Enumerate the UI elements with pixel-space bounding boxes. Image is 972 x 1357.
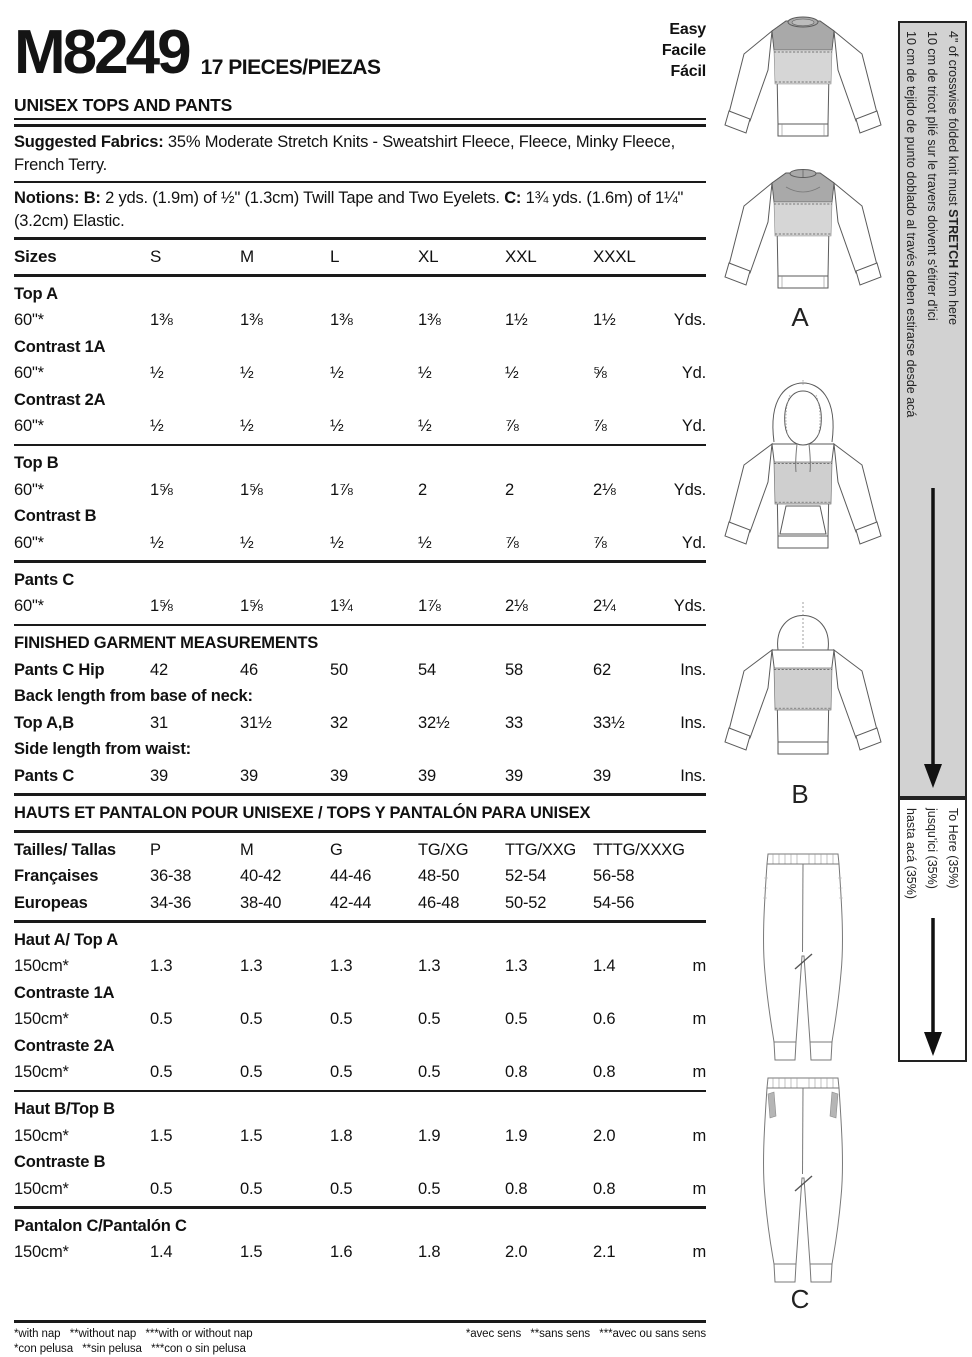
row-label: 150cm* — [14, 1010, 69, 1028]
row-value: 1.3 — [330, 957, 353, 975]
row-unit: Ins. — [680, 660, 706, 679]
row-value: TTG/XXG — [505, 840, 577, 859]
table-row — [14, 657, 706, 684]
difficulty-labels — [662, 19, 706, 90]
row-value: 38-40 — [240, 893, 282, 912]
row-label: 60"* — [14, 311, 44, 329]
row-value: 2 — [505, 480, 514, 499]
table-row — [14, 530, 706, 557]
row-value: 50 — [330, 660, 348, 679]
row-unit: Yd. — [681, 533, 706, 552]
row-value: 39 — [593, 766, 611, 785]
row-value: 48-50 — [418, 867, 460, 885]
row-value: TG/XG — [418, 840, 469, 859]
row-unit: m — [692, 1010, 706, 1028]
row-value: ½ — [240, 364, 254, 382]
table-row — [14, 863, 706, 890]
row-value: 1⅝ — [150, 597, 173, 615]
header — [14, 8, 706, 90]
row-value: 0.5 — [418, 1010, 441, 1028]
row-value: 1⅝ — [150, 480, 173, 499]
row-value: 2¼ — [593, 597, 616, 615]
row-label: 150cm* — [14, 1179, 69, 1198]
row-value: 0.5 — [505, 1010, 528, 1028]
table-group-label: Contraste 1A — [14, 983, 115, 1002]
row-unit: m — [692, 957, 706, 975]
row-value: 40-42 — [240, 867, 282, 885]
notions-c-label: C: — [499, 189, 522, 207]
garment-illustrations — [710, 0, 896, 1320]
row-value: 39 — [418, 766, 436, 785]
row-value: 1.5 — [240, 1126, 263, 1145]
divider — [14, 830, 706, 833]
imperial-yardage-table — [14, 281, 706, 796]
table-section-heading: Side length from waist: — [14, 740, 191, 758]
row-value: 54 — [418, 660, 436, 679]
row-value: ½ — [330, 417, 344, 435]
row-value: ⅞ — [593, 533, 607, 552]
row-label: Françaises — [14, 867, 99, 885]
row-value: 1⅜ — [150, 311, 173, 329]
table-group-label: Pants C — [14, 570, 75, 589]
divider — [14, 237, 706, 240]
table-row — [14, 1059, 706, 1086]
row-label: 150cm* — [14, 957, 69, 975]
row-value: 1.4 — [150, 1243, 173, 1261]
row-value: 34-36 — [150, 893, 192, 912]
row-value: 36-38 — [150, 867, 192, 885]
table-row — [14, 890, 706, 917]
divider — [14, 444, 706, 447]
row-value: G — [330, 840, 343, 859]
row-label: 60"* — [14, 417, 44, 435]
divider — [14, 560, 706, 563]
row-value: 0.5 — [330, 1179, 353, 1198]
row-unit — [671, 863, 706, 890]
row-value: 39 — [150, 766, 168, 785]
table-row — [14, 1176, 706, 1203]
row-label: 60"* — [14, 480, 44, 499]
garment-b-back-illustration — [714, 592, 892, 782]
stretch-gauge-text — [900, 23, 964, 417]
garment-a-front-illustration — [718, 10, 888, 155]
pattern-number: M8249 — [14, 18, 189, 87]
footnotes — [14, 1327, 706, 1357]
row-unit: Yds. — [673, 480, 706, 499]
to-here-es: hasta acá (35%) — [904, 808, 918, 900]
stretch-arrow-down-icon — [922, 488, 944, 788]
row-value: 1.8 — [418, 1243, 441, 1261]
row-value: ⅞ — [593, 417, 607, 435]
divider — [14, 124, 706, 127]
table-group-label: Contrast 2A — [14, 390, 106, 409]
row-value: 1⅜ — [418, 311, 441, 329]
row-value: 1.3 — [418, 957, 441, 975]
row-value: 0.5 — [240, 1063, 263, 1081]
row-label: Pants C — [14, 766, 75, 785]
row-value: ½ — [150, 417, 164, 435]
row-value: 1.5 — [150, 1126, 173, 1145]
row-value: 0.5 — [418, 1179, 441, 1198]
row-value: ½ — [330, 533, 344, 552]
table-row — [14, 1123, 706, 1150]
divider — [14, 1206, 706, 1209]
to-here-arrow-down-icon — [922, 918, 944, 1056]
row-unit: Yds. — [673, 311, 706, 329]
difficulty-fr: Facile — [661, 42, 706, 59]
row-value: 31½ — [240, 713, 272, 732]
table-group-label: Contrast B — [14, 507, 97, 525]
footnote-en: *with nap **without nap ***with or without nap — [14, 1327, 253, 1340]
size-col: L — [330, 246, 340, 266]
difficulty-es: Fácil — [670, 63, 706, 80]
notions-b-label: B: — [79, 189, 101, 207]
size-col: M — [240, 246, 254, 266]
garment-c-back-illustration — [728, 1072, 878, 1284]
row-value: 1.9 — [505, 1126, 528, 1145]
row-value: 0.5 — [330, 1063, 353, 1081]
row-value: ½ — [418, 417, 432, 435]
row-label: Pants C Hip — [14, 660, 105, 679]
row-value: 1½ — [505, 311, 528, 329]
row-label: Europeas — [14, 893, 88, 912]
row-value: ½ — [418, 364, 432, 382]
row-unit — [671, 837, 706, 864]
row-value: 1⅝ — [240, 480, 263, 499]
stretch-line3: 10 cm de tejido de punto doblado al través deben estirarse desde acá — [904, 31, 918, 418]
row-value: 1.3 — [150, 957, 173, 975]
main-content — [14, 8, 706, 1357]
row-unit: m — [692, 1243, 706, 1261]
row-value: 1⅝ — [240, 597, 263, 615]
row-value: 32½ — [418, 713, 450, 732]
row-value: 44-46 — [330, 867, 372, 885]
to-here-en: To Here (35%) — [946, 808, 960, 889]
footnote-line-1 — [14, 1327, 706, 1342]
row-value: P — [150, 840, 161, 859]
row-value: M — [240, 840, 254, 859]
row-unit: m — [692, 1126, 706, 1145]
size-col: XXL — [505, 246, 537, 266]
view-a-label: A — [791, 302, 809, 332]
row-value: 58 — [505, 660, 523, 679]
garment-a-back-illustration — [718, 162, 888, 307]
row-value: 39 — [240, 766, 258, 785]
row-value: 1.6 — [330, 1243, 353, 1261]
row-value: 0.5 — [150, 1010, 173, 1028]
row-value: 39 — [330, 766, 348, 785]
table-row — [14, 477, 706, 504]
row-value: 62 — [593, 660, 611, 679]
row-label: Top A,B — [14, 713, 74, 732]
divider — [14, 274, 706, 277]
row-label: 60"* — [14, 533, 44, 552]
table-row — [14, 307, 706, 334]
row-value: 0.8 — [593, 1179, 616, 1198]
table-group-label: Haut B/Top B — [14, 1100, 115, 1118]
table-row — [14, 1006, 706, 1033]
footnote-fr: *avec sens **sans sens ***avec ou sans sens — [465, 1327, 706, 1340]
table-section-heading: Back length from base of neck: — [14, 687, 253, 705]
row-label: 60"* — [14, 597, 44, 615]
to-here-fr: jusqu'ici (35%) — [925, 808, 939, 889]
pieces-count: 17 PIECES/PIEZAS — [200, 56, 381, 79]
row-unit: Ins. — [680, 713, 706, 732]
row-value: 33 — [505, 713, 523, 732]
row-unit: m — [692, 1179, 706, 1198]
row-value: ½ — [150, 533, 164, 552]
stretch-gauge-bottom — [898, 798, 967, 1062]
divider — [14, 920, 706, 923]
difficulty-en: Easy — [669, 21, 706, 38]
row-label: Tailles/ Tallas — [14, 840, 116, 859]
row-value: ⅞ — [505, 417, 519, 435]
table-group-label: Contrast 1A — [14, 337, 106, 356]
row-value: 1⅜ — [240, 311, 263, 329]
row-unit: m — [692, 1063, 706, 1081]
table-group-label: Pantalon C/Pantalón C — [14, 1216, 187, 1235]
table-row — [14, 710, 706, 737]
divider — [14, 793, 706, 796]
fabrics-text: 35% Moderate Stretch Knits - Sweatshirt Fleece, Fleece, Minky Fleece, French Terry. — [14, 132, 675, 174]
table-row — [14, 593, 706, 620]
row-value: ½ — [418, 533, 432, 552]
row-value: 2 — [418, 480, 427, 499]
page-title: UNISEX TOPS AND PANTS — [14, 95, 706, 120]
row-value: 32 — [330, 713, 348, 732]
size-col: XL — [418, 246, 439, 266]
metric-yardage-table — [14, 837, 706, 1266]
fabrics-label: Suggested Fabrics: — [14, 132, 164, 151]
row-value: 0.5 — [330, 1010, 353, 1028]
row-value: ½ — [240, 417, 254, 435]
table-section-heading: FINISHED GARMENT MEASUREMENTS — [14, 634, 319, 652]
row-value: 0.5 — [418, 1063, 441, 1081]
row-unit: Yd. — [681, 364, 706, 382]
row-value: 54-56 — [593, 893, 635, 912]
table-row — [14, 953, 706, 980]
row-value: 2.1 — [593, 1243, 616, 1261]
row-value: 2.0 — [593, 1126, 616, 1145]
row-value: ⅝ — [593, 364, 607, 382]
sizes-header-label: Sizes — [14, 246, 57, 266]
row-value: 0.8 — [593, 1063, 616, 1081]
bilingual-heading: HAUTS ET PANTALON POUR UNISEXE / TOPS Y PANTALÓN PARA UNISEX — [14, 803, 591, 822]
row-value: 0.5 — [150, 1179, 173, 1198]
garment-b-front-illustration — [714, 378, 892, 583]
row-label: 150cm* — [14, 1243, 69, 1261]
notions-c-text: 1¾ yds. (1.6m) of 1¼" (3.2cm) Elastic. — [14, 189, 684, 230]
table-group-label: Top B — [14, 454, 59, 472]
view-b-label: B — [791, 779, 809, 809]
row-value: ½ — [505, 364, 519, 382]
suggested-fabrics — [14, 131, 706, 177]
table-group-label: Contraste B — [14, 1153, 106, 1171]
row-unit: Yds. — [673, 597, 706, 615]
divider — [14, 181, 706, 184]
row-value: 42 — [150, 660, 168, 679]
divider — [14, 1090, 706, 1093]
row-value: 1½ — [593, 311, 616, 329]
row-label: 150cm* — [14, 1063, 69, 1081]
table-row — [14, 413, 706, 440]
row-unit — [671, 890, 706, 917]
row-value: 46 — [240, 660, 258, 679]
notions-label: Notions: — [14, 189, 80, 207]
row-value: 2⅛ — [593, 480, 616, 499]
row-value: 1.4 — [593, 957, 616, 975]
table-group-label: Haut A/ Top A — [14, 930, 119, 949]
stretch-line2: 10 cm de tricot plié sur le travers doivent s'étirer d'ici — [925, 31, 939, 321]
row-value: 50-52 — [505, 893, 547, 912]
row-value: 1.8 — [330, 1126, 353, 1145]
footnote-line-2 — [14, 1342, 706, 1357]
table-row — [14, 1239, 706, 1266]
row-value: 1¾ — [330, 597, 353, 615]
row-value: 1.9 — [418, 1126, 441, 1145]
table-row — [14, 763, 706, 790]
footnote-divider — [14, 1320, 706, 1323]
row-value: 42-44 — [330, 893, 372, 912]
row-value: 0.5 — [240, 1179, 263, 1198]
view-c-label: C — [790, 1284, 810, 1314]
row-value: 1.5 — [240, 1243, 263, 1261]
row-value: TTTG/XXXG — [593, 840, 685, 859]
row-unit: Yd. — [681, 417, 706, 435]
notions — [14, 187, 706, 233]
footnote-es: *con pelusa **sin pelusa ***con o sin pelusa — [14, 1342, 246, 1355]
row-value: 1.3 — [505, 957, 528, 975]
row-label: 150cm* — [14, 1126, 69, 1145]
row-value: 2⅛ — [505, 597, 528, 615]
row-value: 52-54 — [505, 867, 547, 885]
table-group-label: Top A — [14, 284, 58, 303]
size-col-unit — [671, 244, 706, 271]
row-value: 0.8 — [505, 1179, 528, 1198]
notions-b-text: 2 yds. (1.9m) of ½" (1.3cm) Twill Tape and Two Eyelets. — [100, 189, 500, 207]
divider — [14, 624, 706, 627]
row-value: 0.5 — [150, 1063, 173, 1081]
row-value: 46-48 — [418, 893, 460, 912]
row-value: 31 — [150, 713, 168, 732]
row-value: 1⅞ — [418, 597, 441, 615]
size-col: S — [150, 246, 162, 266]
row-value: 0.5 — [240, 1010, 263, 1028]
stretch-line1: 4" of crosswise folded knit must STRETCH from here — [946, 31, 960, 326]
to-here-text — [900, 800, 964, 899]
sizes-header-row — [14, 244, 706, 271]
row-value: ½ — [240, 533, 254, 552]
row-value: 1.3 — [240, 957, 263, 975]
table-row — [14, 837, 706, 864]
row-value: 39 — [505, 766, 523, 785]
row-value: 1⅞ — [330, 480, 353, 499]
spacer — [14, 1266, 706, 1316]
row-value: 0.6 — [593, 1010, 616, 1028]
row-value: 56-58 — [593, 867, 635, 885]
row-unit: Ins. — [680, 766, 706, 785]
row-value: 2.0 — [505, 1243, 528, 1261]
table-row — [14, 360, 706, 387]
row-label: 60"* — [14, 364, 44, 382]
row-value: 33½ — [593, 713, 625, 732]
stretch-gauge-top — [898, 21, 967, 798]
row-value: ½ — [330, 364, 344, 382]
row-value: ½ — [150, 364, 164, 382]
garment-c-front-illustration — [728, 848, 878, 1063]
row-value: 0.8 — [505, 1063, 528, 1081]
table-group-label: Contraste 2A — [14, 1036, 115, 1055]
row-value: ⅞ — [505, 533, 519, 552]
size-col: XXXL — [593, 246, 636, 266]
row-value: 1⅜ — [330, 311, 353, 329]
